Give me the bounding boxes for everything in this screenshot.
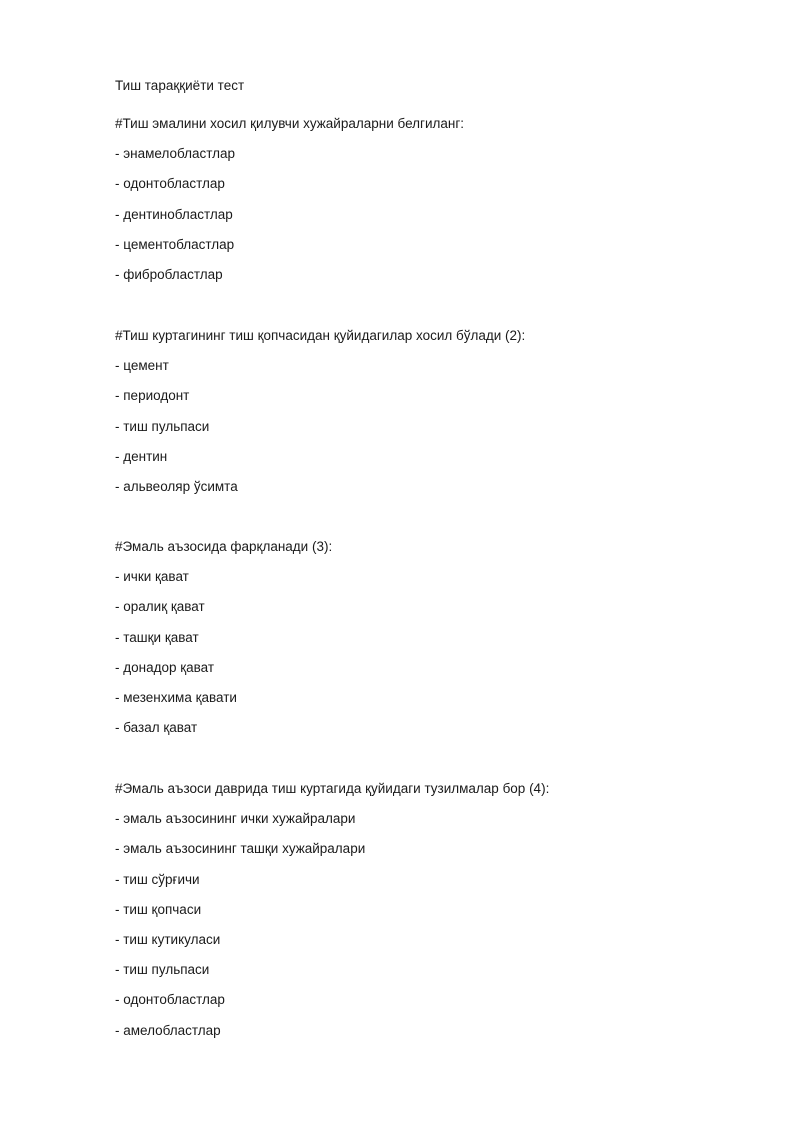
document-title: Тиш тараққиёти тест — [115, 78, 245, 93]
answer-option: - фибробластлар — [115, 266, 223, 282]
answer-option: - альвеоляр ўсимта — [115, 478, 238, 494]
question-text: #Тиш куртагининг тиш қопчасидан қуйидагилар хосил бўлади (2): — [115, 328, 526, 343]
question-text: #Эмаль аъзосида фарқланади (3): — [115, 539, 333, 554]
answer-option: - цементобластлар — [115, 236, 235, 252]
answer-option: - базал қават — [115, 720, 198, 736]
question-text: #Эмаль аъзоси даврида тиш куртагида қуйидаги тузилмалар бор (4): — [115, 781, 550, 796]
answer-option: - ички қават — [115, 569, 189, 585]
question-1 — [115, 115, 715, 296]
question-2 — [115, 327, 715, 508]
answer-option: - тиш қопчаси — [115, 901, 202, 917]
answer-option: - одонтобластлар — [115, 176, 225, 192]
answer-option: - тиш кутикуласи — [115, 931, 221, 947]
question-text: #Тиш эмалини хосил қилувчи хужайраларни белгиланг: — [115, 116, 465, 131]
question-3 — [115, 538, 715, 749]
answer-option: - тиш пульпаси — [115, 962, 210, 978]
answer-option: - донадор қават — [115, 659, 215, 675]
answer-option: - дентинобластлар — [115, 206, 233, 222]
answer-option: - амелобластлар — [115, 1022, 221, 1038]
answer-option: - одонтобластлар — [115, 992, 225, 1008]
answer-option: - тиш сўрғичи — [115, 871, 200, 887]
answer-option: - тиш пульпаси — [115, 418, 210, 434]
answer-option: - мезенхима қавати — [115, 689, 237, 705]
answer-option: - эмаль аъзосининг ички хужайралари — [115, 811, 356, 827]
question-4 — [115, 780, 715, 1052]
answer-option: - дентин — [115, 448, 168, 464]
answer-option: - оралиқ қават — [115, 599, 205, 615]
answer-option: - цемент — [115, 358, 169, 374]
answer-option: - эмаль аъзосининг ташқи хужайралари — [115, 841, 366, 857]
answer-option: - периодонт — [115, 388, 190, 404]
answer-option: - энамелобластлар — [115, 146, 236, 162]
answer-option: - ташқи қават — [115, 629, 199, 645]
